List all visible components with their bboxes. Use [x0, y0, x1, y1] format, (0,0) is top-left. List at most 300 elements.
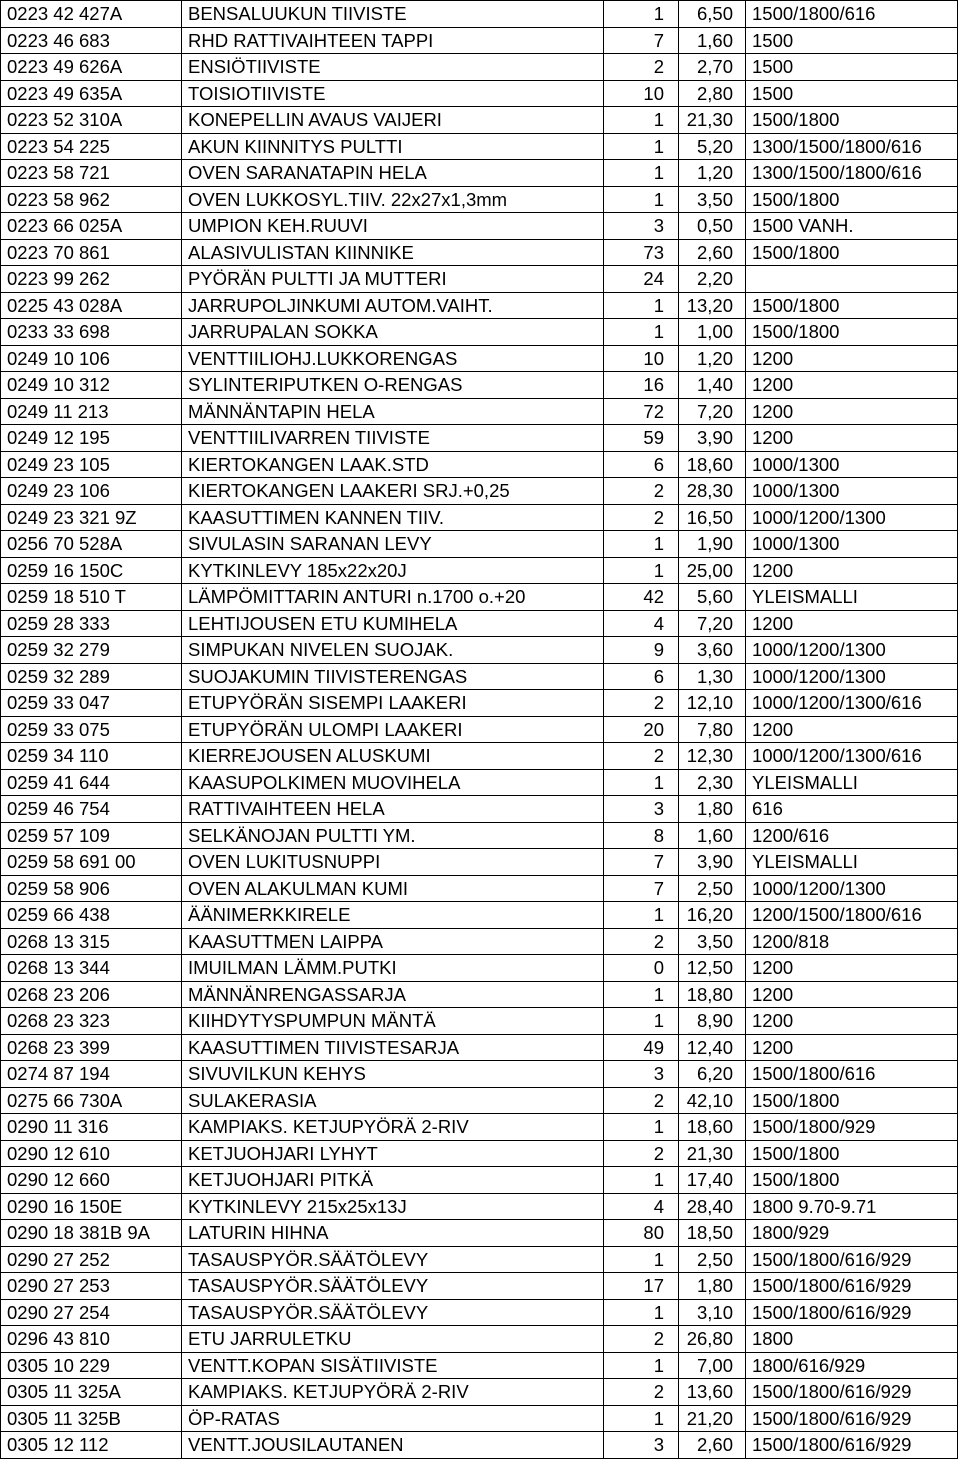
part-description-cell: SIVUVILKUN KEHYS: [182, 1061, 604, 1088]
table-row: [1, 1, 958, 28]
part-description-cell: KIIHDYTYSPUMPUN MÄNTÄ: [182, 1008, 604, 1035]
part-number-cell: 0259 57 109: [1, 822, 182, 849]
model-compatibility-cell: 1000/1200/1300: [746, 875, 958, 902]
table-row: [1, 1379, 958, 1406]
model-compatibility-cell: 1200: [746, 345, 958, 372]
part-number-cell: 0223 52 310A: [1, 107, 182, 134]
part-number-cell: 0223 70 861: [1, 239, 182, 266]
part-number-cell: 0256 70 528A: [1, 531, 182, 558]
table-row: [1, 1167, 958, 1194]
part-description-cell: TOISIOTIIVISTE: [182, 80, 604, 107]
part-number-cell: 0305 12 112: [1, 1432, 182, 1459]
quantity-cell: 2: [604, 478, 679, 505]
quantity-cell: 20: [604, 716, 679, 743]
price-cell: 3,50: [679, 186, 746, 213]
model-compatibility-cell: 1500/1800/616: [746, 1061, 958, 1088]
part-description-cell: RHD RATTIVAIHTEEN TAPPI: [182, 27, 604, 54]
part-description-cell: KONEPELLIN AVAUS VAIJERI: [182, 107, 604, 134]
part-description-cell: KIERREJOUSEN ALUSKUMI: [182, 743, 604, 770]
price-cell: 28,40: [679, 1193, 746, 1220]
part-description-cell: ETUPYÖRÄN ULOMPI LAAKERI: [182, 716, 604, 743]
part-number-cell: 0233 33 698: [1, 319, 182, 346]
part-number-cell: 0290 12 610: [1, 1140, 182, 1167]
part-description-cell: VENTTIILIVARREN TIIVISTE: [182, 425, 604, 452]
quantity-cell: 2: [604, 743, 679, 770]
model-compatibility-cell: 1500/1800/616: [746, 1, 958, 28]
table-row: [1, 875, 958, 902]
part-number-cell: 0259 58 906: [1, 875, 182, 902]
quantity-cell: 3: [604, 796, 679, 823]
table-row: [1, 213, 958, 240]
table-row: [1, 1193, 958, 1220]
table-row: [1, 796, 958, 823]
table-row: [1, 107, 958, 134]
quantity-cell: 59: [604, 425, 679, 452]
part-number-cell: 0290 11 316: [1, 1114, 182, 1141]
table-row: [1, 504, 958, 531]
table-row: [1, 637, 958, 664]
model-compatibility-cell: 1500/1800/616/929: [746, 1273, 958, 1300]
part-number-cell: 0305 11 325A: [1, 1379, 182, 1406]
model-compatibility-cell: 1500/1800: [746, 239, 958, 266]
price-cell: 5,20: [679, 133, 746, 160]
table-row: [1, 133, 958, 160]
quantity-cell: 1: [604, 1352, 679, 1379]
part-number-cell: 0249 23 106: [1, 478, 182, 505]
table-row: [1, 398, 958, 425]
price-cell: 6,50: [679, 1, 746, 28]
quantity-cell: 1: [604, 981, 679, 1008]
model-compatibility-cell: 1500/1800: [746, 107, 958, 134]
model-compatibility-cell: [746, 266, 958, 293]
table-row: [1, 1087, 958, 1114]
part-description-cell: MÄNNÄNRENGASSARJA: [182, 981, 604, 1008]
model-compatibility-cell: 1000/1300: [746, 531, 958, 558]
quantity-cell: 2: [604, 1087, 679, 1114]
price-cell: 18,60: [679, 1114, 746, 1141]
table-row: [1, 27, 958, 54]
price-cell: 2,60: [679, 239, 746, 266]
quantity-cell: 3: [604, 213, 679, 240]
table-row: [1, 186, 958, 213]
part-description-cell: KAMPIAKS. KETJUPYÖRÄ 2-RIV: [182, 1379, 604, 1406]
part-description-cell: JARRUPALAN SOKKA: [182, 319, 604, 346]
table-row: [1, 1220, 958, 1247]
price-cell: 2,20: [679, 266, 746, 293]
quantity-cell: 24: [604, 266, 679, 293]
table-row: [1, 557, 958, 584]
quantity-cell: 2: [604, 928, 679, 955]
table-row: [1, 1140, 958, 1167]
table-row: [1, 1034, 958, 1061]
table-row: [1, 955, 958, 982]
quantity-cell: 1: [604, 186, 679, 213]
model-compatibility-cell: YLEISMALLI: [746, 849, 958, 876]
table-row: [1, 663, 958, 690]
model-compatibility-cell: 1200: [746, 1008, 958, 1035]
part-number-cell: 0223 54 225: [1, 133, 182, 160]
part-number-cell: 0249 23 105: [1, 451, 182, 478]
price-cell: 2,70: [679, 54, 746, 81]
quantity-cell: 6: [604, 451, 679, 478]
parts-table-body: [1, 1, 958, 1459]
part-description-cell: TASAUSPYÖR.SÄÄTÖLEVY: [182, 1299, 604, 1326]
part-description-cell: KYTKINLEVY 185x22x20J: [182, 557, 604, 584]
model-compatibility-cell: 1000/1200/1300: [746, 504, 958, 531]
model-compatibility-cell: 1200: [746, 425, 958, 452]
quantity-cell: 1: [604, 557, 679, 584]
part-description-cell: VENTTIILIOHJ.LUKKORENGAS: [182, 345, 604, 372]
part-number-cell: 0223 42 427A: [1, 1, 182, 28]
table-row: [1, 743, 958, 770]
table-row: [1, 1061, 958, 1088]
price-cell: 1,20: [679, 345, 746, 372]
price-cell: 12,50: [679, 955, 746, 982]
quantity-cell: 1: [604, 107, 679, 134]
part-description-cell: KAASUTTIMEN KANNEN TIIV.: [182, 504, 604, 531]
table-row: [1, 1273, 958, 1300]
model-compatibility-cell: 1500/1800: [746, 292, 958, 319]
part-description-cell: KAASUTTMEN LAIPPA: [182, 928, 604, 955]
price-cell: 2,60: [679, 1432, 746, 1459]
quantity-cell: 7: [604, 27, 679, 54]
model-compatibility-cell: 1200: [746, 981, 958, 1008]
price-cell: 2,80: [679, 80, 746, 107]
part-number-cell: 0259 28 333: [1, 610, 182, 637]
part-description-cell: KETJUOHJARI LYHYT: [182, 1140, 604, 1167]
part-number-cell: 0305 10 229: [1, 1352, 182, 1379]
model-compatibility-cell: 1500/1800/616/929: [746, 1299, 958, 1326]
part-description-cell: OVEN LUKITUSNUPPI: [182, 849, 604, 876]
part-number-cell: 0259 32 279: [1, 637, 182, 664]
quantity-cell: 1: [604, 1167, 679, 1194]
part-description-cell: SUOJAKUMIN TIIVISTERENGAS: [182, 663, 604, 690]
quantity-cell: 2: [604, 1326, 679, 1353]
model-compatibility-cell: 1800 9.70-9.71: [746, 1193, 958, 1220]
part-description-cell: JARRUPOLJINKUMI AUTOM.VAIHT.: [182, 292, 604, 319]
model-compatibility-cell: 1000/1200/1300: [746, 637, 958, 664]
part-number-cell: 0249 10 106: [1, 345, 182, 372]
part-number-cell: 0249 23 321 9Z: [1, 504, 182, 531]
table-row: [1, 1246, 958, 1273]
quantity-cell: 3: [604, 1432, 679, 1459]
quantity-cell: 1: [604, 133, 679, 160]
table-row: [1, 319, 958, 346]
part-number-cell: 0259 66 438: [1, 902, 182, 929]
model-compatibility-cell: 1200/818: [746, 928, 958, 955]
quantity-cell: 3: [604, 1061, 679, 1088]
model-compatibility-cell: 1000/1300: [746, 451, 958, 478]
price-cell: 18,60: [679, 451, 746, 478]
quantity-cell: 6: [604, 663, 679, 690]
table-row: [1, 451, 958, 478]
price-cell: 1,40: [679, 372, 746, 399]
model-compatibility-cell: 1500: [746, 27, 958, 54]
part-description-cell: SULAKERASIA: [182, 1087, 604, 1114]
model-compatibility-cell: 1200: [746, 398, 958, 425]
table-row: [1, 345, 958, 372]
table-row: [1, 1432, 958, 1459]
table-row: [1, 902, 958, 929]
quantity-cell: 72: [604, 398, 679, 425]
part-number-cell: 0268 23 399: [1, 1034, 182, 1061]
price-cell: 16,50: [679, 504, 746, 531]
quantity-cell: 42: [604, 584, 679, 611]
part-description-cell: KYTKINLEVY 215x25x13J: [182, 1193, 604, 1220]
price-cell: 13,20: [679, 292, 746, 319]
price-cell: 2,50: [679, 1246, 746, 1273]
model-compatibility-cell: 1300/1500/1800/616: [746, 133, 958, 160]
model-compatibility-cell: 1800: [746, 1326, 958, 1353]
table-row: [1, 716, 958, 743]
quantity-cell: 1: [604, 160, 679, 187]
part-description-cell: KIERTOKANGEN LAAK.STD: [182, 451, 604, 478]
quantity-cell: 1: [604, 1405, 679, 1432]
model-compatibility-cell: 1500: [746, 54, 958, 81]
quantity-cell: 1: [604, 1114, 679, 1141]
part-description-cell: LATURIN HIHNA: [182, 1220, 604, 1247]
quantity-cell: 0: [604, 955, 679, 982]
quantity-cell: 1: [604, 319, 679, 346]
part-number-cell: 0223 58 721: [1, 160, 182, 187]
model-compatibility-cell: 1500/1800: [746, 1140, 958, 1167]
table-row: [1, 531, 958, 558]
part-number-cell: 0223 99 262: [1, 266, 182, 293]
part-description-cell: OVEN LUKKOSYL.TIIV. 22x27x1,3mm: [182, 186, 604, 213]
part-number-cell: 0290 16 150E: [1, 1193, 182, 1220]
model-compatibility-cell: YLEISMALLI: [746, 769, 958, 796]
quantity-cell: 1: [604, 1008, 679, 1035]
part-description-cell: KAASUTTIMEN TIIVISTESARJA: [182, 1034, 604, 1061]
model-compatibility-cell: YLEISMALLI: [746, 584, 958, 611]
part-number-cell: 0290 27 252: [1, 1246, 182, 1273]
table-row: [1, 1008, 958, 1035]
price-cell: 16,20: [679, 902, 746, 929]
table-row: [1, 239, 958, 266]
table-row: [1, 1352, 958, 1379]
part-number-cell: 0259 34 110: [1, 743, 182, 770]
quantity-cell: 17: [604, 1273, 679, 1300]
table-row: [1, 1326, 958, 1353]
part-description-cell: TASAUSPYÖR.SÄÄTÖLEVY: [182, 1246, 604, 1273]
price-cell: 7,80: [679, 716, 746, 743]
model-compatibility-cell: 1200: [746, 557, 958, 584]
part-number-cell: 0259 32 289: [1, 663, 182, 690]
price-cell: 8,90: [679, 1008, 746, 1035]
quantity-cell: 1: [604, 1, 679, 28]
price-cell: 3,10: [679, 1299, 746, 1326]
part-description-cell: ENSIÖTIIVISTE: [182, 54, 604, 81]
model-compatibility-cell: 1500/1800/616/929: [746, 1246, 958, 1273]
part-number-cell: 0259 58 691 00: [1, 849, 182, 876]
price-cell: 17,40: [679, 1167, 746, 1194]
quantity-cell: 1: [604, 1246, 679, 1273]
quantity-cell: 1: [604, 531, 679, 558]
part-number-cell: 0275 66 730A: [1, 1087, 182, 1114]
part-description-cell: TASAUSPYÖR.SÄÄTÖLEVY: [182, 1273, 604, 1300]
model-compatibility-cell: 1200: [746, 372, 958, 399]
part-number-cell: 0268 23 206: [1, 981, 182, 1008]
table-row: [1, 478, 958, 505]
model-compatibility-cell: 1500/1800: [746, 319, 958, 346]
quantity-cell: 8: [604, 822, 679, 849]
table-row: [1, 80, 958, 107]
price-cell: 26,80: [679, 1326, 746, 1353]
quantity-cell: 1: [604, 292, 679, 319]
part-description-cell: SIVULASIN SARANAN LEVY: [182, 531, 604, 558]
model-compatibility-cell: 1500/1800: [746, 1167, 958, 1194]
quantity-cell: 16: [604, 372, 679, 399]
part-description-cell: KAASUPOLKIMEN MUOVIHELA: [182, 769, 604, 796]
table-row: [1, 160, 958, 187]
part-number-cell: 0223 58 962: [1, 186, 182, 213]
table-row: [1, 54, 958, 81]
model-compatibility-cell: 1200: [746, 1034, 958, 1061]
part-number-cell: 0290 27 253: [1, 1273, 182, 1300]
table-row: [1, 690, 958, 717]
model-compatibility-cell: 1200: [746, 610, 958, 637]
quantity-cell: 80: [604, 1220, 679, 1247]
part-description-cell: ÖP-RATAS: [182, 1405, 604, 1432]
part-number-cell: 0268 23 323: [1, 1008, 182, 1035]
price-cell: 18,50: [679, 1220, 746, 1247]
model-compatibility-cell: 1500/1800: [746, 186, 958, 213]
table-row: [1, 610, 958, 637]
price-cell: 1,00: [679, 319, 746, 346]
price-cell: 28,30: [679, 478, 746, 505]
price-cell: 1,20: [679, 160, 746, 187]
quantity-cell: 10: [604, 80, 679, 107]
table-row: [1, 584, 958, 611]
model-compatibility-cell: 1000/1200/1300: [746, 663, 958, 690]
part-number-cell: 0259 16 150C: [1, 557, 182, 584]
price-cell: 42,10: [679, 1087, 746, 1114]
part-description-cell: VENTT.JOUSILAUTANEN: [182, 1432, 604, 1459]
part-number-cell: 0268 13 315: [1, 928, 182, 955]
part-description-cell: VENTT.KOPAN SISÄTIIVISTE: [182, 1352, 604, 1379]
model-compatibility-cell: 1300/1500/1800/616: [746, 160, 958, 187]
model-compatibility-cell: 1200/616: [746, 822, 958, 849]
part-number-cell: 0223 49 626A: [1, 54, 182, 81]
part-description-cell: ETUPYÖRÄN SISEMPI LAAKERI: [182, 690, 604, 717]
part-description-cell: SYLINTERIPUTKEN O-RENGAS: [182, 372, 604, 399]
part-number-cell: 0259 18 510 T: [1, 584, 182, 611]
price-cell: 12,10: [679, 690, 746, 717]
part-description-cell: KETJUOHJARI PITKÄ: [182, 1167, 604, 1194]
quantity-cell: 7: [604, 849, 679, 876]
model-compatibility-cell: 1500/1800: [746, 1087, 958, 1114]
model-compatibility-cell: 1500/1800/616/929: [746, 1405, 958, 1432]
price-cell: 5,60: [679, 584, 746, 611]
part-number-cell: 0305 11 325B: [1, 1405, 182, 1432]
part-description-cell: RATTIVAIHTEEN HELA: [182, 796, 604, 823]
quantity-cell: 4: [604, 1193, 679, 1220]
table-row: [1, 1114, 958, 1141]
part-description-cell: ETU JARRULETKU: [182, 1326, 604, 1353]
model-compatibility-cell: 1000/1300: [746, 478, 958, 505]
price-cell: 1,60: [679, 27, 746, 54]
price-cell: 7,20: [679, 398, 746, 425]
part-number-cell: 0249 10 312: [1, 372, 182, 399]
part-description-cell: OVEN ALAKULMAN KUMI: [182, 875, 604, 902]
price-cell: 7,00: [679, 1352, 746, 1379]
price-cell: 21,20: [679, 1405, 746, 1432]
quantity-cell: 2: [604, 54, 679, 81]
part-number-cell: 0290 18 381B 9A: [1, 1220, 182, 1247]
model-compatibility-cell: 1500/1800/929: [746, 1114, 958, 1141]
part-description-cell: SIMPUKAN NIVELEN SUOJAK.: [182, 637, 604, 664]
quantity-cell: 4: [604, 610, 679, 637]
part-number-cell: 0290 27 254: [1, 1299, 182, 1326]
model-compatibility-cell: 1800/616/929: [746, 1352, 958, 1379]
price-cell: 21,30: [679, 1140, 746, 1167]
price-cell: 3,90: [679, 425, 746, 452]
model-compatibility-cell: 1200: [746, 955, 958, 982]
quantity-cell: 1: [604, 902, 679, 929]
model-compatibility-cell: 1200/1500/1800/616: [746, 902, 958, 929]
table-row: [1, 266, 958, 293]
part-description-cell: KAMPIAKS. KETJUPYÖRÄ 2-RIV: [182, 1114, 604, 1141]
price-cell: 1,90: [679, 531, 746, 558]
quantity-cell: 1: [604, 1299, 679, 1326]
price-cell: 6,20: [679, 1061, 746, 1088]
part-number-cell: 0249 11 213: [1, 398, 182, 425]
price-cell: 25,00: [679, 557, 746, 584]
table-row: [1, 981, 958, 1008]
price-cell: 1,80: [679, 1273, 746, 1300]
price-cell: 0,50: [679, 213, 746, 240]
part-number-cell: 0296 43 810: [1, 1326, 182, 1353]
quantity-cell: 2: [604, 504, 679, 531]
price-cell: 2,50: [679, 875, 746, 902]
model-compatibility-cell: 1500: [746, 80, 958, 107]
price-cell: 12,40: [679, 1034, 746, 1061]
part-description-cell: SELKÄNOJAN PULTTI YM.: [182, 822, 604, 849]
price-cell: 18,80: [679, 981, 746, 1008]
part-description-cell: KIERTOKANGEN LAAKERI SRJ.+0,25: [182, 478, 604, 505]
part-description-cell: UMPION KEH.RUUVI: [182, 213, 604, 240]
table-row: [1, 372, 958, 399]
quantity-cell: 7: [604, 875, 679, 902]
quantity-cell: 9: [604, 637, 679, 664]
part-description-cell: ALASIVULISTAN KIINNIKE: [182, 239, 604, 266]
quantity-cell: 49: [604, 1034, 679, 1061]
table-row: [1, 822, 958, 849]
table-row: [1, 1299, 958, 1326]
quantity-cell: 1: [604, 769, 679, 796]
part-number-cell: 0259 33 047: [1, 690, 182, 717]
model-compatibility-cell: 1000/1200/1300/616: [746, 690, 958, 717]
price-cell: 21,30: [679, 107, 746, 134]
price-cell: 3,90: [679, 849, 746, 876]
price-cell: 2,30: [679, 769, 746, 796]
part-number-cell: 0223 49 635A: [1, 80, 182, 107]
part-description-cell: LÄMPÖMITTARIN ANTURI n.1700 o.+20: [182, 584, 604, 611]
price-cell: 12,30: [679, 743, 746, 770]
part-number-cell: 0259 41 644: [1, 769, 182, 796]
price-cell: 1,30: [679, 663, 746, 690]
model-compatibility-cell: 1500/1800/616/929: [746, 1379, 958, 1406]
model-compatibility-cell: 1500 VANH.: [746, 213, 958, 240]
price-cell: 3,50: [679, 928, 746, 955]
part-description-cell: BENSALUUKUN TIIVISTE: [182, 1, 604, 28]
table-row: [1, 769, 958, 796]
part-number-cell: 0225 43 028A: [1, 292, 182, 319]
quantity-cell: 2: [604, 1140, 679, 1167]
part-description-cell: OVEN SARANATAPIN HELA: [182, 160, 604, 187]
part-number-cell: 0259 33 075: [1, 716, 182, 743]
model-compatibility-cell: 1000/1200/1300/616: [746, 743, 958, 770]
